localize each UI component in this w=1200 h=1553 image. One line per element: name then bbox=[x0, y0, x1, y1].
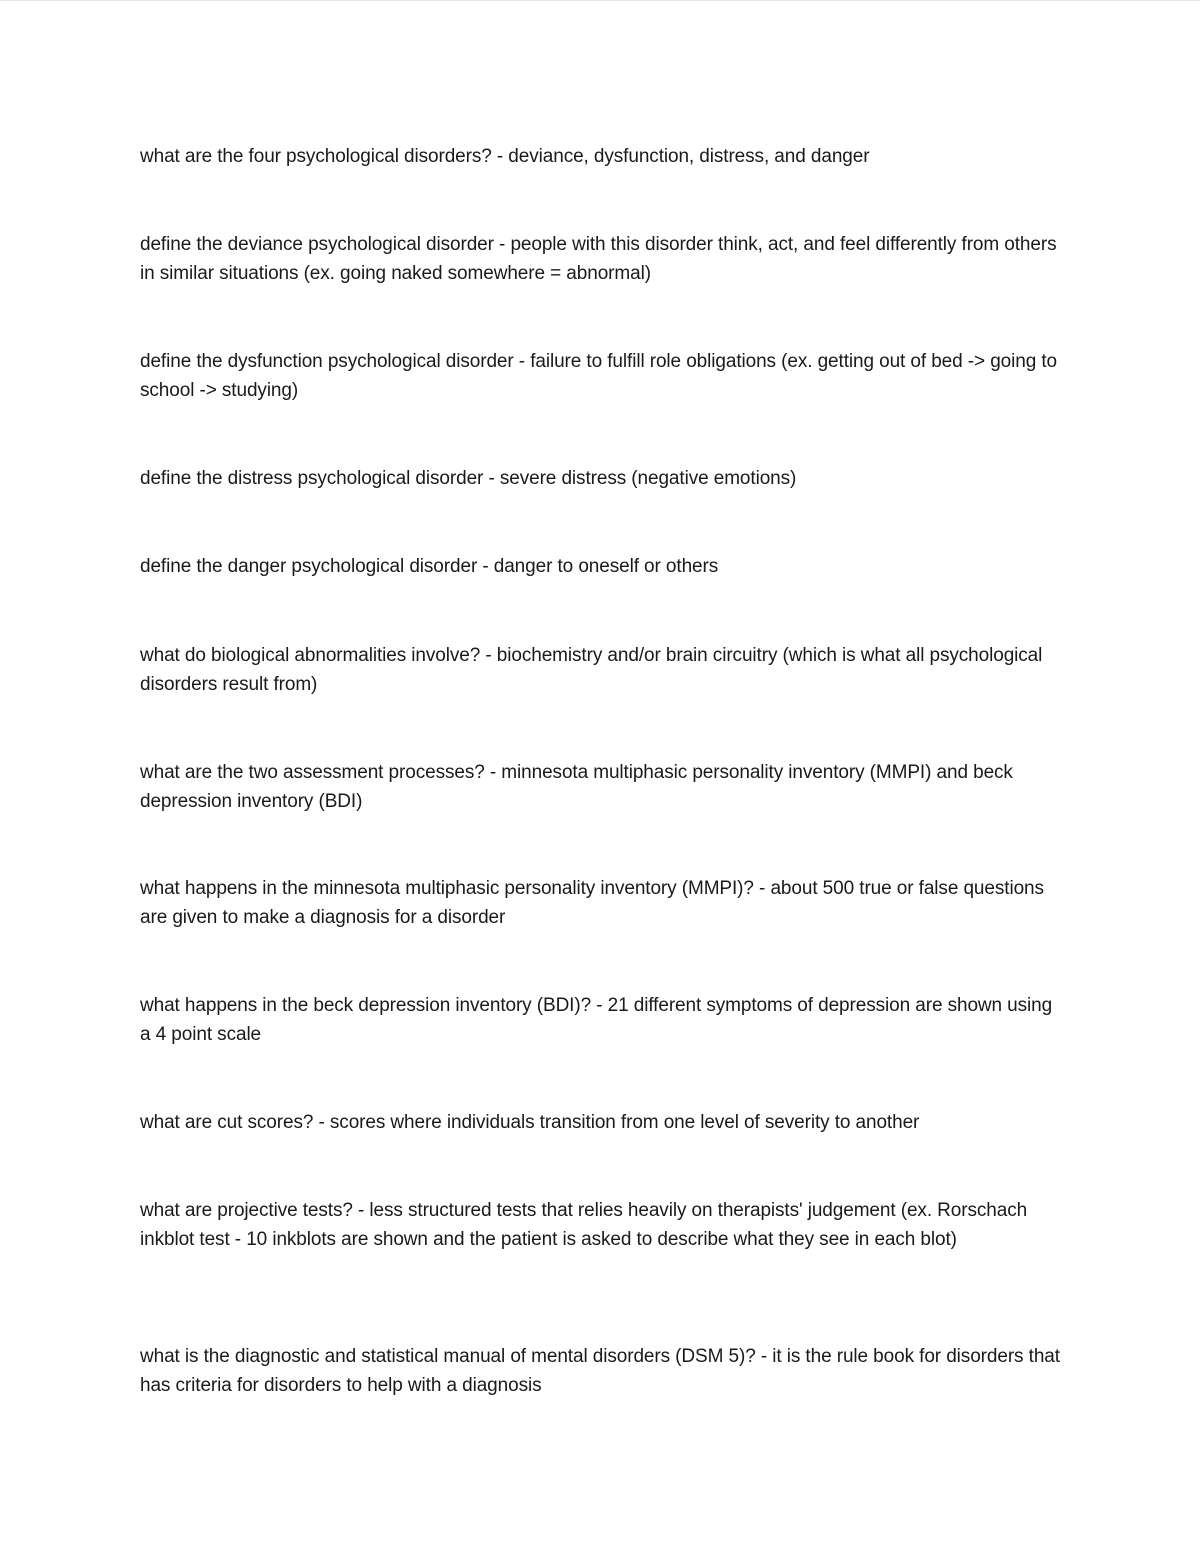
flashcard-entry: what happens in the minnesota multiphasic personality inventory (MMPI)? - about 500 true or false questions are given to make a diagnosis for a disorder bbox=[140, 878, 1044, 928]
flashcard-entry: what are the four psychological disorders? - deviance, dysfunction, distress, and danger bbox=[140, 146, 870, 167]
flashcard-entry: define the dysfunction psychological disorder - failure to fulfill role obligations (ex. getting out of bed -> going to school -> studying) bbox=[140, 351, 1058, 401]
flashcard-entry: define the deviance psychological disorder - people with this disorder think, act, and feel differently from others in similar situations (ex. going naked somewhere = abnormal) bbox=[140, 234, 1057, 284]
flashcard-entry: define the distress psychological disorder - severe distress (negative emotions) bbox=[140, 468, 797, 489]
flashcard-entry: what are the two assessment processes? - minnesota multiphasic personality inventory (MMPI) and beck depression inventory (BDI) bbox=[140, 762, 1013, 812]
flashcard-entry: what is the diagnostic and statistical manual of mental disorders (DSM 5)? - it is the rule book for disorders that has criteria for disorders to help with a diagnosis bbox=[140, 1346, 1060, 1396]
flashcard-entry: what happens in the beck depression inventory (BDI)? - 21 different symptoms of depression are shown using a 4 point scale bbox=[140, 995, 1053, 1045]
flashcard-entry: define the danger psychological disorder - danger to oneself or others bbox=[140, 556, 719, 577]
flashcard-entry: what are cut scores? - scores where individuals transition from one level of severity to another bbox=[140, 1112, 920, 1133]
flashcard-entry: what are projective tests? - less structured tests that relies heavily on therapists' judgement (ex. Rorschach inkblot test - 10 inkblots are shown and the patient is asked to describe what they see in each blot) bbox=[140, 1200, 1028, 1250]
flashcard-entry: what do biological abnormalities involve? - biochemistry and/or brain circuitry (which is what all psychological disorders result from) bbox=[140, 645, 1043, 695]
